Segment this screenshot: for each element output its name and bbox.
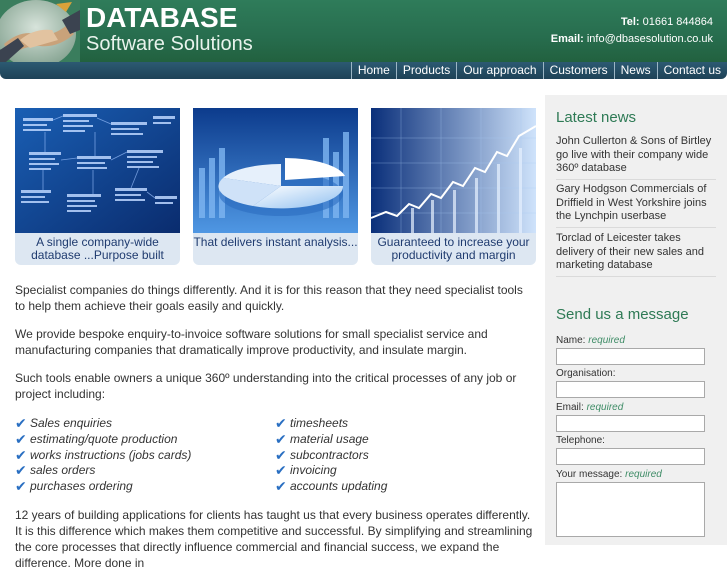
telephone-field[interactable] (556, 448, 705, 465)
brand-title: DATABASE (86, 2, 238, 33)
required-note: required (625, 469, 662, 480)
nav-home[interactable]: Home (351, 62, 396, 79)
nav-products[interactable]: Products (396, 62, 456, 79)
header-email (551, 33, 713, 45)
telephone-label: Telephone: (556, 435, 605, 446)
checkmark-icon: ✔ (275, 415, 287, 431)
organisation-label: Organisation: (556, 368, 616, 379)
header-telephone (621, 16, 713, 28)
list-item: ✔ invoicing (275, 462, 337, 479)
message-label: Your message: required (556, 469, 662, 480)
news-item[interactable]: Torclad of Leicester takes delivery of their new sales and marketing database (556, 232, 704, 271)
checkmark-icon: ✔ (275, 430, 287, 447)
growth-graph-image (371, 108, 536, 233)
checkmark-icon: ✔ (275, 478, 287, 495)
nav-bar (0, 62, 727, 79)
checkmark-icon: ✔ (15, 462, 27, 479)
intro-paragraph-3: Such tools enable owners a unique 360º understanding into the critical processes of any job or project including: (15, 371, 517, 401)
divider (556, 276, 716, 277)
news-item[interactable]: Gary Hodgson Commercials of Driffield in West Yorkshire joins the Lynchpin userbase (556, 183, 707, 222)
pie-chart-image (193, 108, 358, 233)
list-item: ✔ material usage (275, 430, 369, 447)
email-label: Email: required (556, 402, 624, 413)
list-item: ✔ estimating/quote production (15, 430, 178, 447)
divider (556, 227, 716, 228)
list-item: ✔ timesheets (275, 415, 349, 431)
message-textarea[interactable] (556, 482, 705, 537)
nav-customers[interactable]: Customers (543, 62, 614, 79)
email-link[interactable]: info@dbasesolution.co.uk (586, 33, 713, 45)
main-nav (351, 62, 727, 79)
feature-caption-database: A single company-wide database ...Purpose built (31, 235, 164, 262)
list-item: ✔ works instructions (jobs cards) (15, 446, 192, 463)
nav-our-approach[interactable]: Our approach (456, 62, 542, 79)
sidebar (545, 95, 727, 545)
feature-card-productivity[interactable] (371, 108, 536, 265)
checkmark-icon: ✔ (15, 415, 27, 431)
organisation-field[interactable] (556, 381, 705, 398)
feature-caption-analysis: That delivers instant analysis... (193, 235, 358, 249)
email-label: Email: (550, 33, 584, 45)
required-note: required (588, 335, 625, 346)
list-item: ✔ subcontractors (275, 446, 369, 463)
list-item: ✔ sales orders (15, 462, 96, 479)
intro-paragraph-1: Specialist companies do things differently. And it is for this reason that they need specialist tools to help them achieve their goals easily and quickly. (15, 283, 523, 313)
news-heading: Latest news (556, 109, 637, 126)
list-item: ✔ accounts updating (275, 478, 388, 495)
checkmark-icon: ✔ (275, 462, 287, 479)
divider (556, 179, 716, 180)
name-field[interactable] (556, 348, 705, 365)
list-item: ✔ Sales enquiries (15, 415, 113, 431)
checkmark-icon: ✔ (275, 446, 287, 463)
required-note: required (586, 402, 624, 413)
tel-value: 01661 844864 (642, 16, 713, 28)
process-list-right (275, 416, 387, 495)
feature-caption-productivity: Guaranteed to increase your productivity and margin (377, 235, 530, 262)
list-item: ✔ purchases ordering (15, 478, 133, 495)
main-content (0, 95, 545, 570)
email-field[interactable] (556, 415, 705, 432)
form-heading: Send us a message (556, 306, 689, 323)
tel-label: Tel: (620, 16, 640, 28)
intro-paragraph-2: We provide bespoke enquiry-to-invoice software solutions for small specialist service and manufacturing companies that dramatically improve productivity, and insulate margin. (15, 327, 488, 357)
checkmark-icon: ✔ (15, 430, 27, 447)
site-header (0, 0, 727, 62)
database-schema-image (15, 108, 180, 233)
nav-news[interactable]: News (614, 62, 657, 79)
checkmark-icon: ✔ (15, 446, 27, 463)
feature-card-database[interactable] (15, 108, 180, 265)
brand-subtitle: Software Solutions (86, 33, 253, 55)
intro-paragraph-4: 12 years of building applications for clients has taught us that every business operates differently. It is this difference which makes them competitive and successful. By simplifying and streamlining the core processes that directly influence commercial and financial success, we expand the difference. More done in (15, 508, 533, 570)
process-list-left (15, 416, 191, 495)
nav-contact-us[interactable]: Contact us (657, 62, 727, 79)
handshake-logo-image[interactable] (0, 0, 80, 62)
news-item[interactable]: John Cullerton & Sons of Birtley go live with their company wide 360º database (556, 135, 712, 174)
feature-card-analysis[interactable] (193, 108, 358, 265)
checkmark-icon: ✔ (15, 478, 27, 495)
name-label: Name: required (556, 335, 625, 346)
